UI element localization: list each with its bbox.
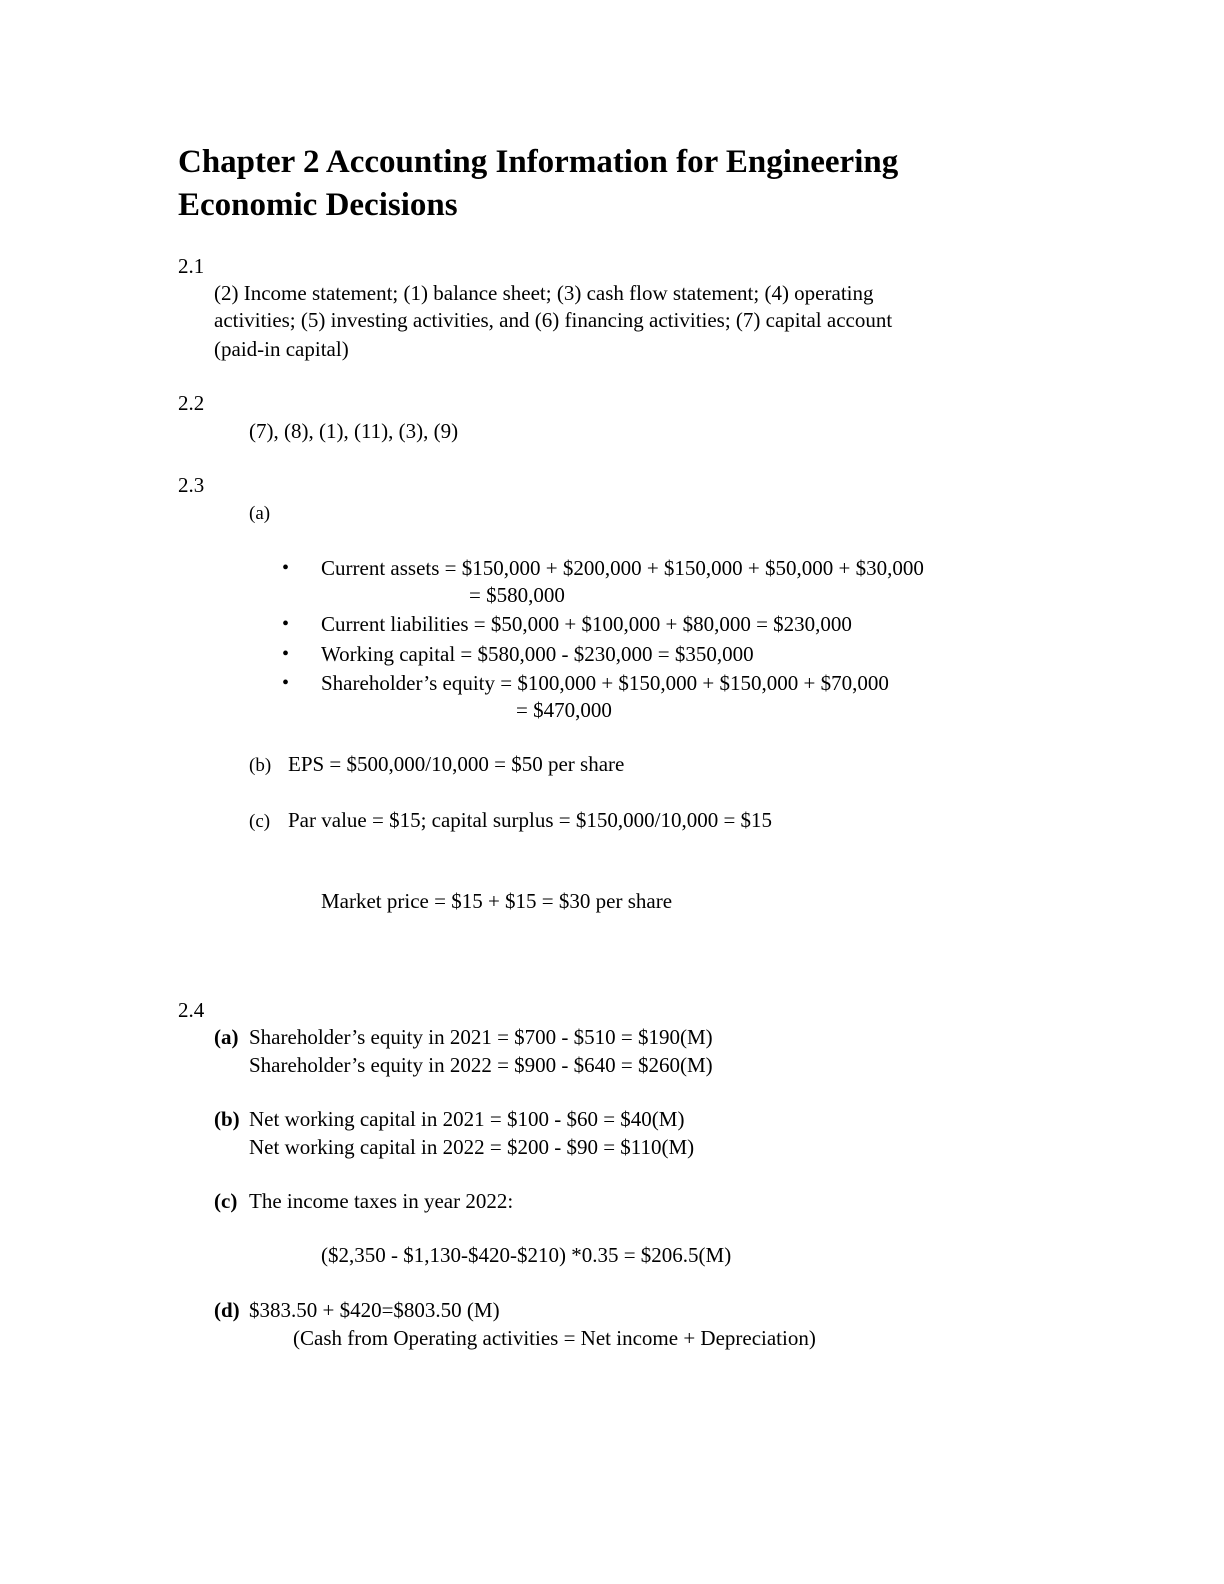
bullet-icon: • [282,613,290,635]
answer-2-2: (7), (8), (1), (11), (3), (9) [249,419,459,443]
current-assets-result: = $580,000 [469,583,565,607]
bullet-icon: • [282,557,290,579]
operating-cash-note: (Cash from Operating activities = Net income + Depreciation) [293,1326,816,1350]
shareholders-equity-result: = $470,000 [516,698,612,722]
bullet-icon: • [282,672,290,694]
working-capital-2021-line: Net working capital in 2021 = $100 - $60 = $40(M) [249,1107,685,1131]
problem-number-2-4: 2.4 [178,998,205,1022]
shareholders-equity-line: Shareholder’s equity = $100,000 + $150,000 + $150,000 + $70,000 [321,671,889,695]
equity-2021-line: Shareholder’s equity in 2021 = $700 - $510 = $190(M) [249,1025,713,1049]
current-liabilities-line: Current liabilities = $50,000 + $100,000 + $80,000 = $230,000 [321,612,852,636]
operating-cash-line: $383.50 + $420=$803.50 (M) [249,1298,500,1322]
part-label-b: (b) [214,1107,240,1131]
answer-2-1-line-1: (2) Income statement; (1) balance sheet; (3) cash flow statement; (4) operating [214,281,874,305]
working-capital-line: Working capital = $580,000 - $230,000 = $350,000 [321,642,754,666]
part-label-b: (b) [249,755,272,776]
problem-number-2-1: 2.1 [178,254,205,278]
problem-number-2-3: 2.3 [178,473,205,497]
income-taxes-formula: ($2,350 - $1,130-$420-$210) *0.35 = $206.5(M) [321,1243,732,1267]
eps-line: EPS = $500,000/10,000 = $50 per share [288,752,625,776]
income-taxes-heading: The income taxes in year 2022: [249,1189,514,1213]
title-line-1: Chapter 2 Accounting Information for Engineering [178,144,899,180]
part-label-a: (a) [249,503,271,524]
problem-number-2-2: 2.2 [178,391,205,415]
market-price-line: Market price = $15 + $15 = $30 per share [321,889,673,913]
working-capital-2022-line: Net working capital in 2022 = $200 - $90 = $110(M) [249,1135,695,1159]
equity-2022-line: Shareholder’s equity in 2022 = $900 - $640 = $260(M) [249,1053,713,1077]
current-assets-line: Current assets = $150,000 + $200,000 + $150,000 + $50,000 + $30,000 [321,556,924,580]
answer-2-1-line-3: (paid-in capital) [214,337,349,361]
part-label-d: (d) [214,1298,240,1322]
bullet-icon: • [282,643,290,665]
title-line-2: Economic Decisions [178,187,458,223]
part-label-c: (c) [214,1189,238,1213]
page-title [178,141,898,227]
part-label-a: (a) [214,1025,239,1049]
par-value-line: Par value = $15; capital surplus = $150,000/10,000 = $15 [288,808,773,832]
answer-2-1-line-2: activities; (5) investing activities, and (6) financing activities; (7) capital account [214,308,893,332]
part-label-c: (c) [249,811,271,832]
